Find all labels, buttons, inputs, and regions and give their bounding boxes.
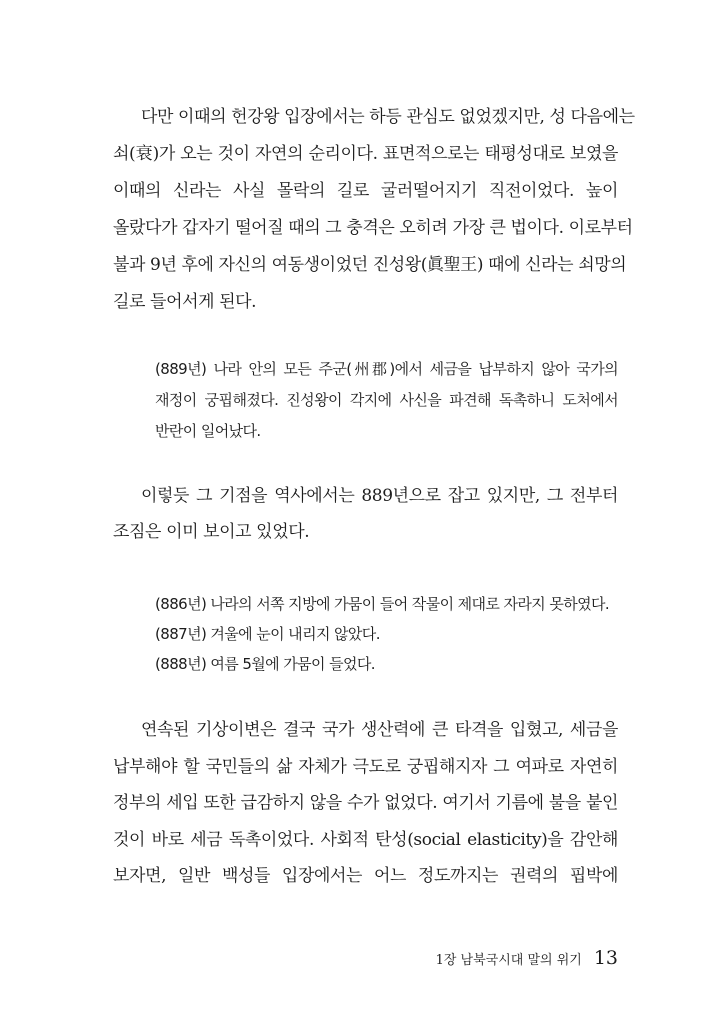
text-line: 쇠(衰)가 오는 것이 자연의 순리이다. 표면적으로는 태평성대로 보였을 <box>113 144 618 164</box>
quote-line: (887년) 겨울에 눈이 내리지 않았다. <box>155 625 380 643</box>
quote-line: (886년) 나라의 서쪽 지방에 가뭄이 들어 작물이 제대로 자라지 못하였다. <box>155 595 610 613</box>
text-line: 다만 이때의 헌강왕 입장에서는 하등 관심도 없었겠지만, 성 다음에는 <box>141 107 635 127</box>
text-line: 올랐다가 갑자기 떨어질 때의 그 충격은 오히려 가장 큰 법이다. 이로부터 <box>113 218 633 238</box>
page-number: 13 <box>593 947 618 969</box>
quote-line: (889년) 나라 안의 모든 주군(州郡)에서 세금을 납부하지 않아 국가의 <box>155 360 618 378</box>
page-footer <box>436 946 618 973</box>
quote-line: 반란이 일어났다. <box>155 422 261 440</box>
text-line: 보자면, 일반 백성들 입장에서는 어느 정도까지는 권력의 핍박에 <box>113 866 618 886</box>
text-line: 조짐은 이미 보이고 있었다. <box>113 522 310 542</box>
text-line: 이때의 신라는 사실 몰락의 길로 굴러떨어지기 직전이었다. 높이 <box>113 181 618 201</box>
quote-line: 재정이 궁핍해졌다. 진성왕이 각지에 사신을 파견해 독촉하니 도처에서 <box>155 391 618 409</box>
text-line: 불과 9년 후에 자신의 여동생이었던 진성왕(眞聖王) 때에 신라는 쇠망의 <box>113 255 627 275</box>
text-line: 정부의 세입 또한 급감하지 않을 수가 없었다. 여기서 기름에 불을 붙인 <box>113 793 618 813</box>
text-line: 것이 바로 세금 독촉이었다. 사회적 탄성(social elasticity)을 감안해 <box>113 830 618 850</box>
text-line: 길로 들어서게 된다. <box>113 292 257 312</box>
text-line: 이렇듯 그 기점을 역사에서는 889년으로 잡고 있지만, 그 전부터 <box>141 486 618 506</box>
text-line: 연속된 기상이변은 결국 국가 생산력에 큰 타격을 입혔고, 세금을 <box>141 720 618 740</box>
running-head: 1장 남북국시대 말의 위기 <box>435 953 582 968</box>
quote-line: (888년) 여름 5월에 가뭄이 들었다. <box>155 655 375 673</box>
text-line: 납부해야 할 국민들의 삶 자체가 극도로 궁핍해지자 그 여파로 자연히 <box>113 757 618 777</box>
